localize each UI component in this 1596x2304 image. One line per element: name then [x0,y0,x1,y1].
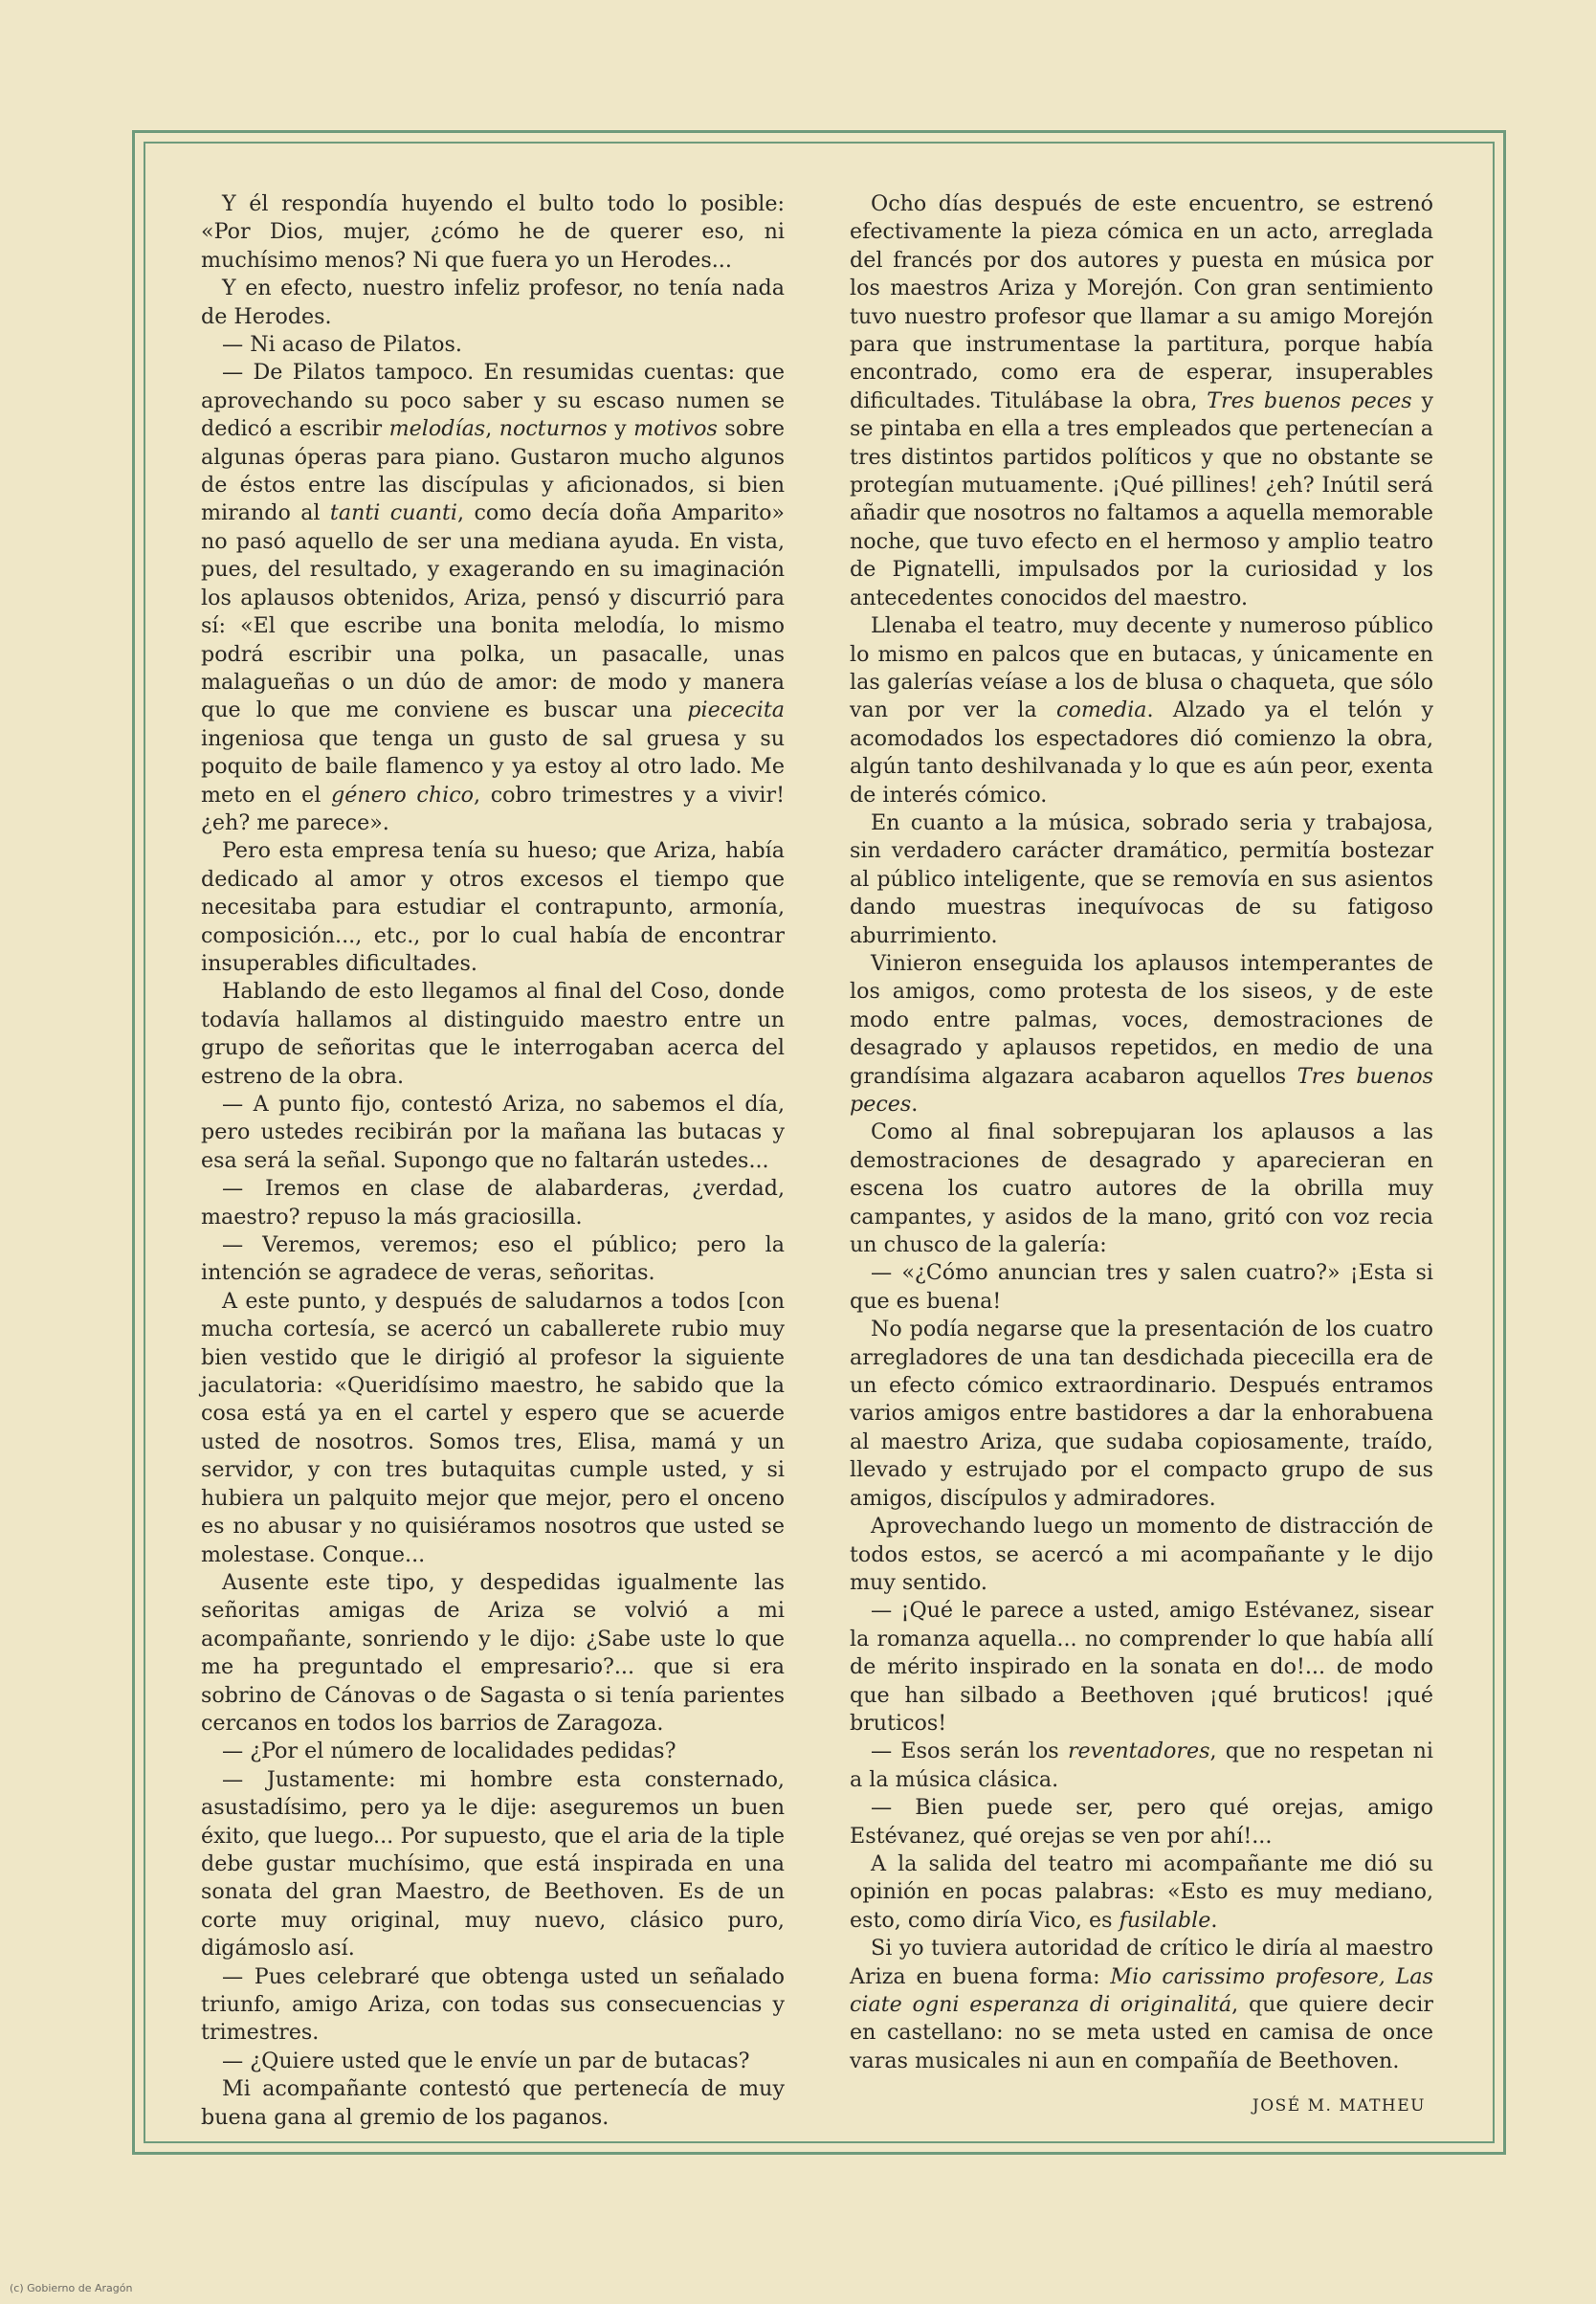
author-signature: JOSÉ M. MATHEU [1252,2096,1426,2116]
paragraph: — Justamente: mi hombre esta consternado, asustadísimo, pero ya le dije: aseguremos un buen éxito, que luego... Por supuesto, que el aria de la tiple debe gustar muchísimo, que está inspirada en una sonata del gran Maestro, de Beethoven. Es de un corte muy original, muy nuevo, clásico puro, digámoslo así. [201,1766,785,1961]
paragraph: Como al final sobrepujaran los aplausos a las demostraciones de desagrado y aparecieran en escena los cuatro autores de la obrilla muy campantes, y asidos de la mano, gritó con voz recia un chusco de la galería: [850,1119,1433,1258]
paragraph: Si yo tuviera autoridad de crítico le diría al maestro Ariza en buena forma: Mio carissimo profesore, Las ciate ogni esperanza di originalitá, que quiere decir en castellano: no se meta usted en camisa de once varas musicales ni aun en compañía de Beethoven. [850,1936,1433,2073]
paragraph: — Veremos, veremos; eso el público; pero la intención se agradece de veras, señoritas. [201,1232,785,1286]
paragraph: Y en efecto, nuestro infeliz profesor, no tenía nada de Herodes. [201,276,785,329]
paragraph: A este punto, y después de saludarnos a todos [con mucha cortesía, se acercó un caballerete rubio muy bien vestido que le dirigió al profesor la siguiente jaculatoria: «Queridísimo maestro, he sabido que la cosa está ya en el cartel y espero que se acuerde usted de nosotros. Somos tres, Elisa, mamá y un servidor, y con tres butaquitas cumple usted, y si hubiera un palquito mejor que mejor, pero el onceno es no abusar y no quisiéramos nosotros que usted se molestase. Conque... [201,1288,785,1567]
paragraph: — De Pilatos tampoco. En resumidas cuentas: que aprovechando su poco saber y su escaso numen se dedicó a escribir melodías, nocturnos y motivos sobre algunas óperas para piano. Gustaron mucho algunos de éstos entre las discípulas y aficionados, si bien mirando al tanti cuanti, como decía doña Amparito» no pasó aquello de ser una mediana ayuda. En vista, pues, del resultado, y exagerando en su imaginación los aplausos obtenidos, Ariza, pensó y discurrió para sí: «El que escribe una bonita melodía, lo mismo podrá escribir una polka, un pasacalle, unas malagueñas o un dúo de amor: de modo y manera que lo que me conviene es buscar una piececita ingeniosa que tenga un gusto de sal gruesa y su poquito de baile flamenco y ya estoy al otro lado. Me meto en el género chico, cobro trimestres y a vivir! ¿eh? me parece». [201,360,786,835]
paragraph: — Bien puede ser, pero qué orejas, amigo Estévanez, qué orejas se ven por ahí!... [850,1795,1433,1849]
paragraph: — ¡Qué le parece a usted, amigo Estévanez, sisear la romanza aquella... no comprender lo que había allí de mérito inspirado en la sonata en do!... de modo que han silbado a Beethoven ¡qué bruticos! ¡qué bruticos! [850,1598,1433,1736]
paragraph: Hablando de esto llegamos al final del Coso, donde todavía hallamos al distinguido maestro entre un grupo de señoritas que le interrogaban acerca del estreno de la obra. [201,979,785,1089]
paragraph: — ¿Quiere usted que le envíe un par de butacas? [222,2048,750,2073]
paragraph: A la salida del teatro mi acompañante me dió su opinión en pocas palabras: «Esto es muy mediano, esto, como diría Vico, es fusilable. [850,1850,1433,1933]
paragraph: Y él respondía huyendo el bulto todo lo posible: «Por Dios, mujer, ¿cómo he de querer eso, ni muchísimo menos? Ni que fuera yo un Herodes... [201,191,785,273]
paragraph: En cuanto a la música, sobrado seria y trabajosa, sin verdadero carácter dramático, permitía bostezar al público inteligente, que se removía en sus asientos dando muestras inequívocas de su fatigoso aburrimiento. [850,809,1433,948]
paragraph: — ¿Por el número de localidades pedidas? [222,1739,676,1764]
paragraph: Llenaba el teatro, muy decente y numeroso público lo mismo en palcos que en butacas, y únicamente en las galerías veíase a los de blusa o chaqueta, que sólo van por ver la comedia. Alzado ya el telón y acomodados los espectadores dió comienzo la obra, algún tanto deshilvanada y lo que es aún peor, exenta de interés cómico. [850,613,1433,808]
paragraph: Ocho días después de este encuentro, se estrenó efectivamente la pieza cómica en un acto, arreglada del francés por dos autores y puesta en música por los maestros Ariza y Morejón. Con gran sentimiento tuvo nuestro profesor que llamar a su amigo Morejón para que instrumentase la partitura, porque había encontrado, como era de esperar, insuperables dificultades. Titulábase la obra, Tres buenos peces y se pintaba en ella a tres empleados que pertenecían a tres distintos partidos políticos y que no obstante se protegían mutuamente. ¡Qué pillines! ¿eh? Inútil será añadir que nosotros no faltamos a aquella memorable noche, que tuvo efecto en el hermoso y amplio teatro de Pignatelli, impulsados por la curiosidad y los antecedentes conocidos del maestro. [850,191,1433,610]
paragraph: Mi acompañante contestó que pertenecía de muy buena gana al gremio de los paganos. [201,2076,785,2130]
paragraph: Vinieron enseguida los aplausos intemperantes de los amigos, como protesta de los siseos, y de este modo entre palmas, voces, demostraciones de desagrado y aplausos repetidos, en medio de una grandísima algazara acabaron aquellos Tres buenos peces. [850,950,1433,1117]
paragraph: — «¿Cómo anuncian tres y salen cuatro?» ¡Esta si que es buena! [850,1260,1433,1314]
article-right-column [850,190,1433,2121]
paragraph: — A punto fijo, contestó Ariza, no sabemos el día, pero ustedes recibirán por la mañana las butacas y esa será la señal. Supongo que no faltarán ustedes... [201,1092,785,1173]
article-left-column [201,190,785,2132]
paragraph: — Iremos en clase de alabarderas, ¿verdad, maestro? repuso la más graciosilla. [201,1176,785,1230]
paragraph: Ausente este tipo, y despedidas igualmente las señoritas amigas de Ariza se volvió a mi acompañante, sonriendo y le dijo: ¿Sabe uste lo que me ha preguntado el empresario?... que si era sobrino de Cánovas o de Sagasta o si tenía parientes cercanos en todos los barrios de Zaragoza. [201,1569,785,1736]
copyright-credit: (c) Gobierno de Aragón [10,2282,133,2294]
paragraph: Aprovechando luego un momento de distracción de todos estos, se acercó a mi acompañante y le dijo muy sentido. [850,1514,1433,1595]
paragraph: — Ni acaso de Pilatos. [222,332,462,358]
paragraph: — Esos serán los reventadores, que no respetan ni a la música clásica. [850,1739,1433,1792]
paragraph: No podía negarse que la presentación de los cuatro arregladores de una tan desdichada piececilla era de un efecto cómico extraordinario. Después entramos varios amigos entre bastidores a dar la enhorabuena al maestro Ariza, que sudaba copiosamente, traído, llevado y estrujado por el compacto grupo de sus amigos, discípulos y admiradores. [850,1317,1433,1511]
paragraph: Pero esta empresa tenía su hueso; que Ariza, había dedicado al amor y otros excesos el tiempo que necesitaba para estudiar el contrapunto, armonía, composición..., etc., por lo cual había de encontrar insuperables dificultades. [201,838,785,976]
paragraph: — Pues celebraré que obtenga usted un señalado triunfo, amigo Ariza, con todas sus consecuencias y trimestres. [201,1963,785,2046]
